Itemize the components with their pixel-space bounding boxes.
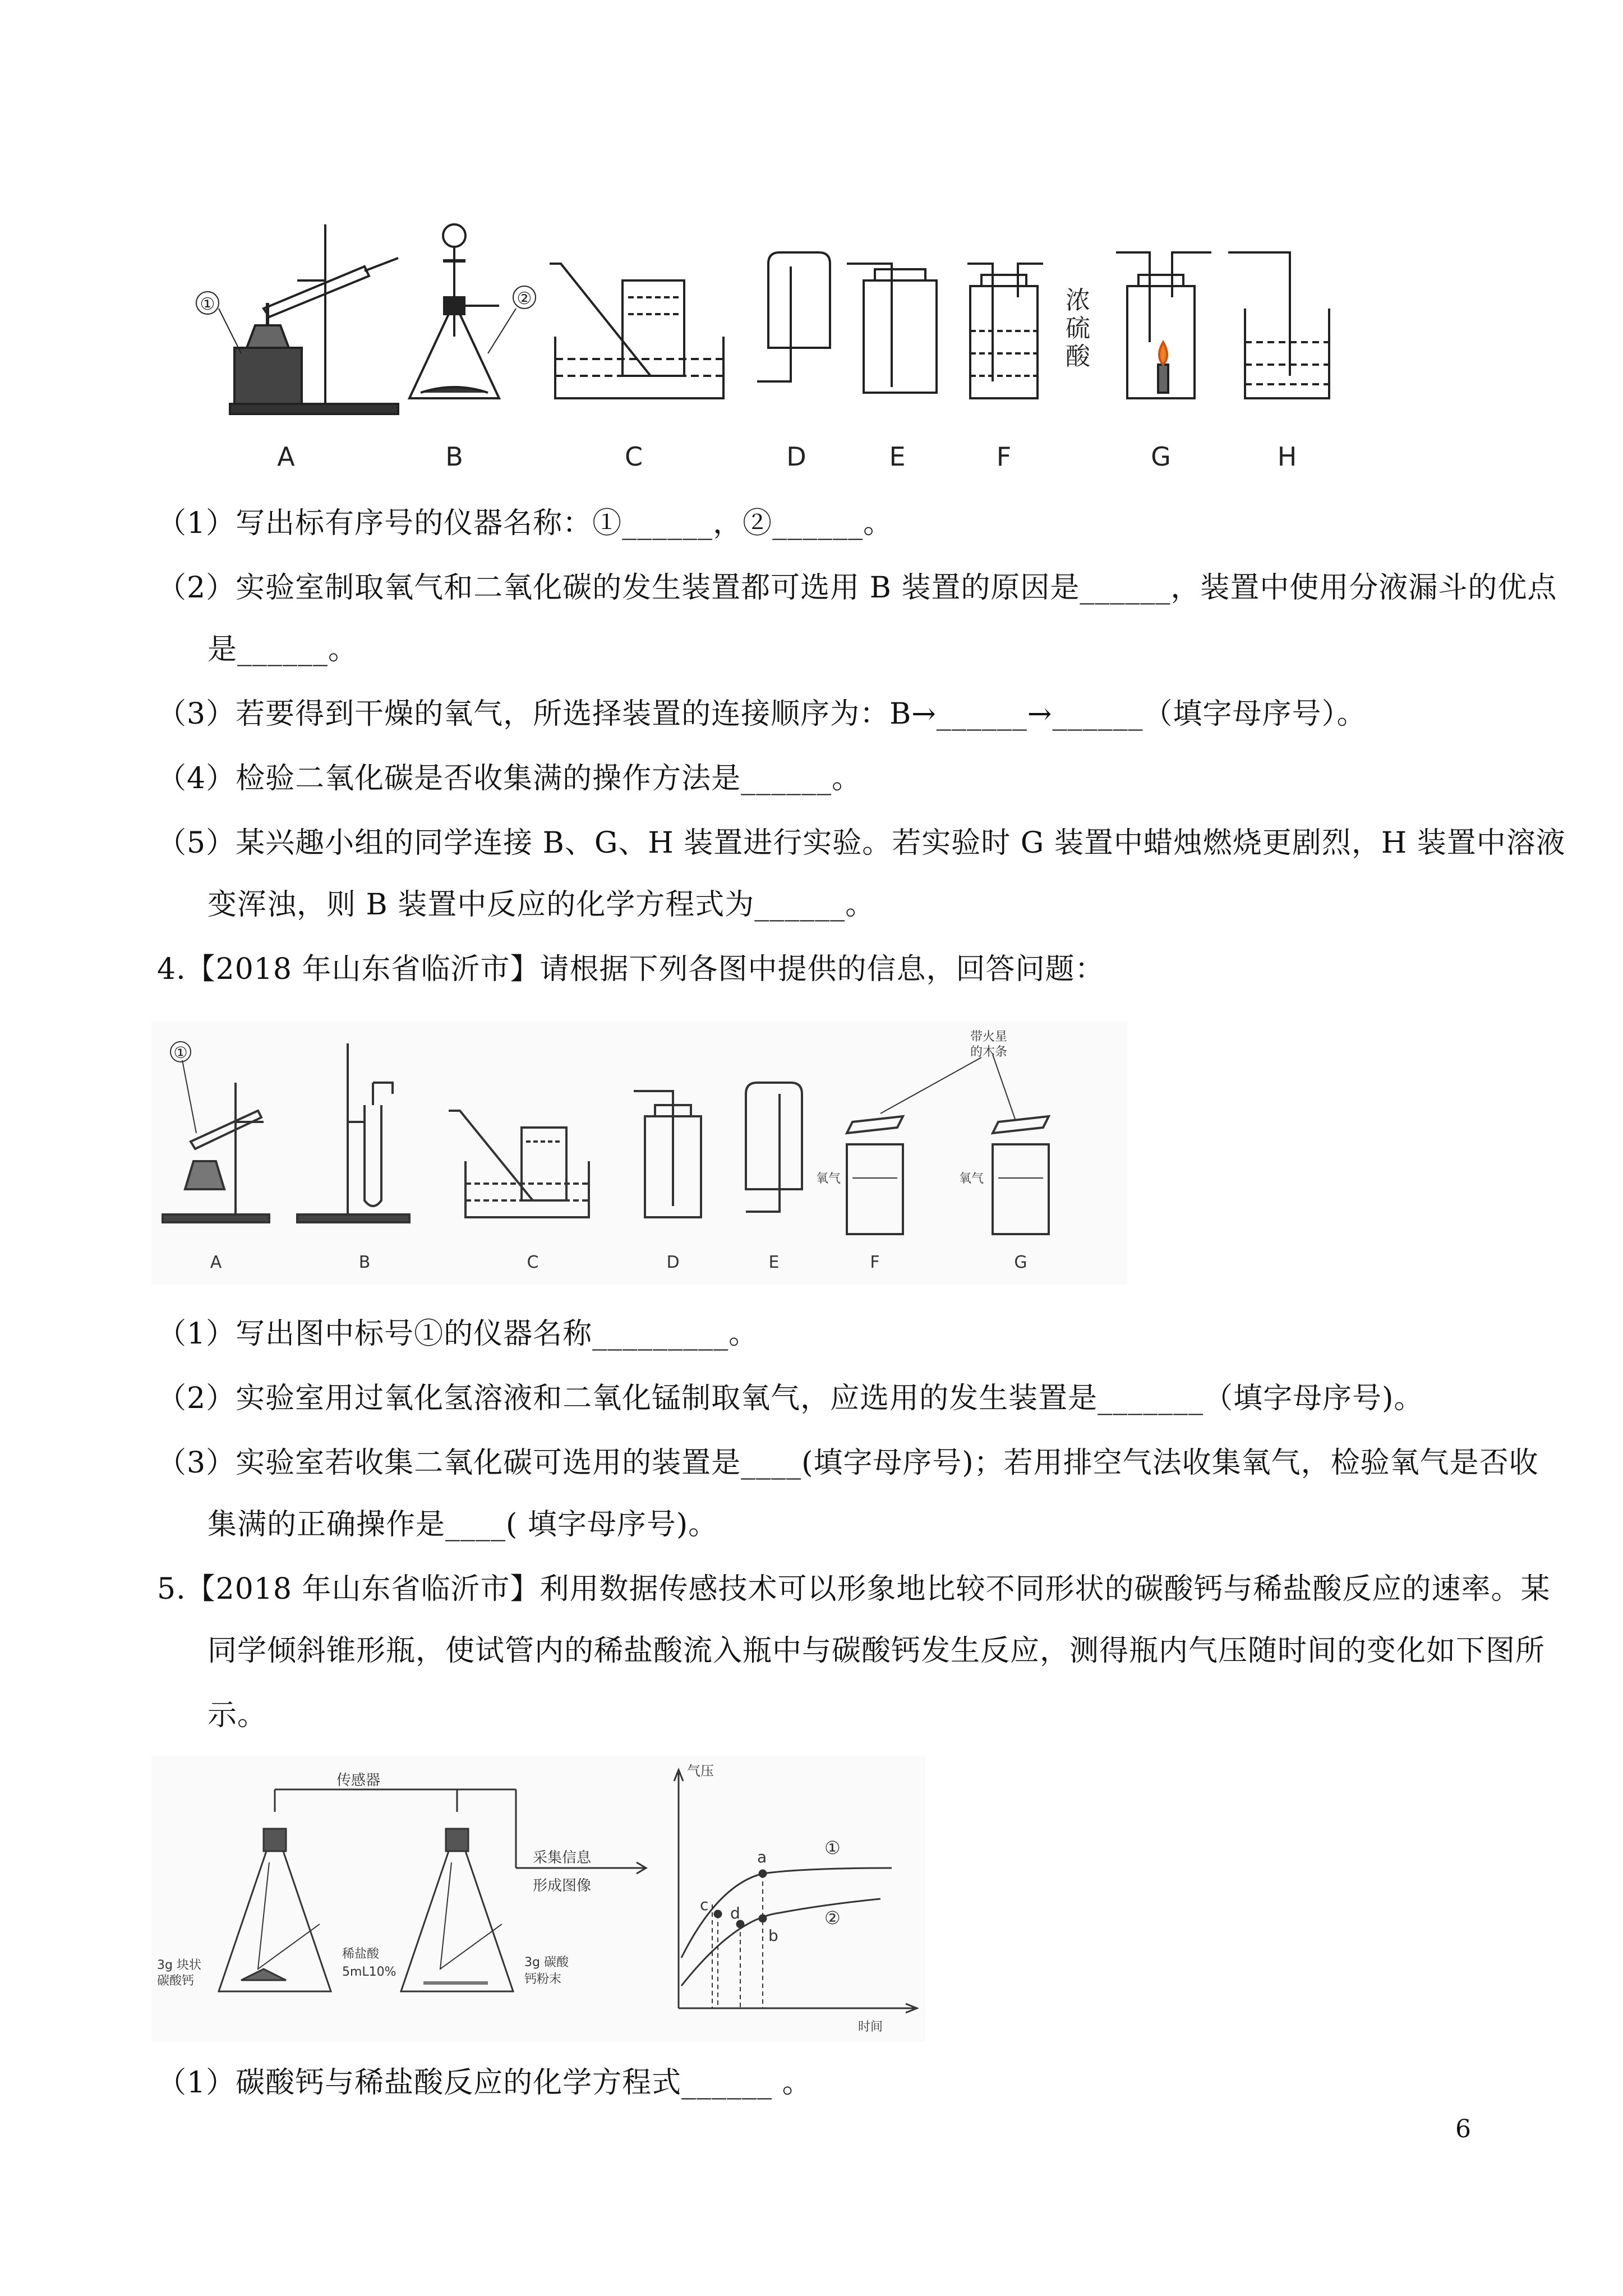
label-b: B <box>445 441 463 472</box>
gas-label-g: 氧气 <box>959 1172 984 1186</box>
q4-title: 4.【2018 年山东省临沂市】请根据下列各图中提供的信息，回答问题： <box>157 953 1105 986</box>
label-2b: B <box>358 1253 371 1272</box>
label-2e: E <box>768 1253 780 1272</box>
label-2g: G <box>1014 1253 1027 1272</box>
apparatus-h <box>1228 252 1329 398</box>
label-2d: D <box>666 1253 680 1272</box>
q3-subquestion-4: （4）检验二氧化碳是否收集满的操作方法是______。 <box>157 762 862 795</box>
q3-subquestion-5: （5）某兴趣小组的同学连接 B、G、H 装置进行实验。若实验时 G 装置中蜡烛燃烧更剧烈，H 装置中溶液 <box>157 826 1566 860</box>
collect-label-2: 形成图像 <box>533 1878 592 1894</box>
label-a: A <box>277 441 295 472</box>
label-curve-2: ② <box>824 1907 841 1929</box>
q3-subquestion-2: （2）实验室制取氧气和二氧化碳的发生装置都可选用 B 装置的原因是______，装置中使用分液漏斗的优点 <box>157 571 1557 605</box>
splint-label-1: 带火星 <box>970 1030 1008 1044</box>
apparatus-figure-1 <box>185 213 1531 477</box>
q3-subquestion-3: （3）若要得到干燥的氧气，所选择装置的连接顺序为：B→______→______（填字母序号）。 <box>157 697 1367 731</box>
label-curve-1: ① <box>824 1837 841 1858</box>
label-2f: F <box>870 1253 880 1272</box>
apparatus-f <box>967 264 1091 398</box>
acid-label: 稀盐酸 <box>342 1947 380 1961</box>
powder-label-2: 钙粉末 <box>524 1972 562 1986</box>
collect-label-1: 采集信息 <box>533 1849 592 1866</box>
q5-title: 5.【2018 年山东省临沂市】利用数据传感技术可以形象地比较不同形状的碳酸钙与稀盐酸反应的速率。某 <box>157 1572 1551 1606</box>
apparatus-b <box>409 224 536 398</box>
q4-subquestion-1: （1）写出图中标号①的仪器名称_________。 <box>157 1317 759 1351</box>
acid-label-2: 硫 <box>1066 314 1090 343</box>
label-h: H <box>1277 441 1297 472</box>
marker-1: ① <box>200 295 215 314</box>
label-f: F <box>996 441 1012 472</box>
y-axis-label: 气压 <box>687 1763 714 1779</box>
apparatus-d <box>757 252 830 381</box>
label-2a: A <box>210 1253 222 1272</box>
label-e: E <box>889 441 906 472</box>
q4-subquestion-2: （2）实验室用过氧化氢溶液和二氧化锰制取氧气，应选用的发生装置是_______（填字母序号)。 <box>157 1382 1424 1415</box>
label-2c: C <box>527 1253 539 1272</box>
acid-concentration-label: 5mL10% <box>342 1965 396 1979</box>
label-point-d: d <box>730 1904 740 1922</box>
acid-label-3: 酸 <box>1066 342 1090 371</box>
apparatus-g <box>1116 252 1211 398</box>
page-number: 6 <box>1455 2115 1471 2143</box>
apparatus-c <box>550 264 723 398</box>
x-axis-label: 时间 <box>858 2020 883 2034</box>
q3-subquestion-1: （1）写出标有序号的仪器名称：①______，②______。 <box>157 507 893 540</box>
marker-2-1: ① <box>173 1043 188 1062</box>
label-d: D <box>786 441 806 472</box>
label-point-a: a <box>757 1848 767 1866</box>
powder-label-1: 3g 碳酸 <box>524 1955 569 1970</box>
label-point-c: c <box>700 1895 709 1914</box>
q5-title-cont-1: 同学倾斜锥形瓶，使试管内的稀盐酸流入瓶中与碳酸钙发生反应，测得瓶内气压随时间的变化如下图所 <box>208 1634 1546 1668</box>
gas-label-f: 氧气 <box>816 1172 841 1186</box>
label-c: C <box>624 441 643 472</box>
sensor-experiment-figure <box>151 1756 925 2042</box>
label-point-b: b <box>768 1926 778 1945</box>
label-g: G <box>1151 441 1171 472</box>
q4-subquestion-3: （3）实验室若收集二氧化碳可选用的装置是____(填字母序号)；若用排空气法收集氧气，检验氧气是否收 <box>157 1446 1539 1480</box>
lumps-label-2: 碳酸钙 <box>157 1974 195 1988</box>
apparatus-figure-2 <box>151 1021 1127 1285</box>
apparatus-a <box>196 224 398 414</box>
q5-subquestion-1: （1）碳酸钙与稀盐酸反应的化学方程式______ 。 <box>157 2066 812 2100</box>
q5-title-cont-2: 示。 <box>208 1699 268 1732</box>
splint-label-2: 的木条 <box>970 1045 1008 1059</box>
marker-2: ② <box>517 289 532 309</box>
q3-subquestion-5-cont: 变浑浊，则 B 装置中反应的化学方程式为______。 <box>208 888 875 922</box>
q3-subquestion-2-cont: 是______。 <box>208 633 358 666</box>
sensor-label: 传感器 <box>336 1772 381 1789</box>
lumps-label-1: 3g 块状 <box>157 1958 201 1972</box>
apparatus-e <box>847 264 937 393</box>
q4-subquestion-3-cont: 集满的正确操作是____( 填字母序号)。 <box>208 1508 718 1542</box>
acid-label-1: 浓 <box>1066 286 1090 315</box>
